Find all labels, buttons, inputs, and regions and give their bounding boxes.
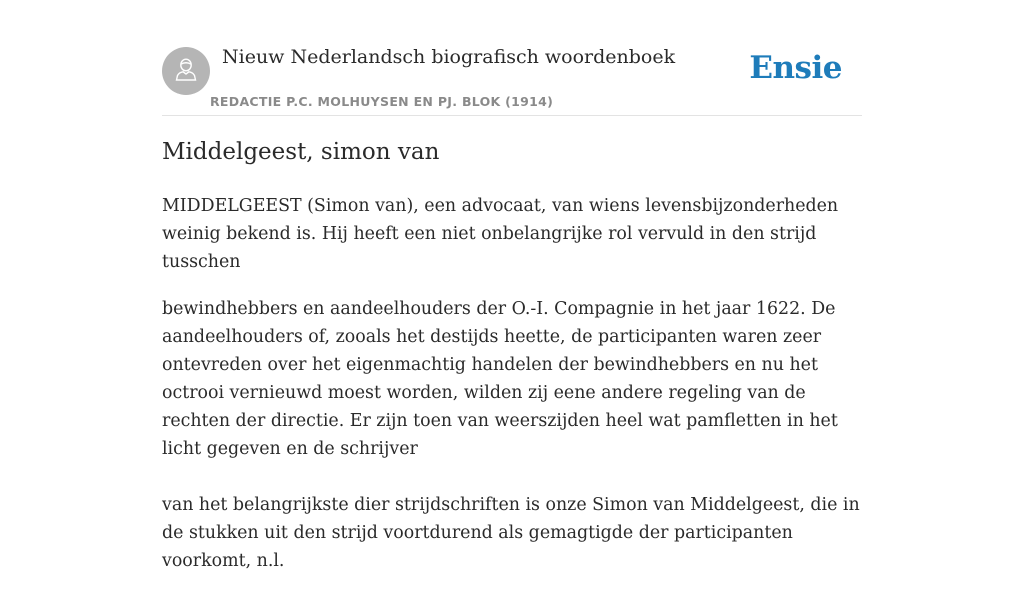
ensie-logo[interactable]: Ensie: [749, 50, 842, 86]
article-paragraph: MIDDELGEEST (Simon van), een advocaat, van wiens levensbijzonderheden weinig bekend is. Hij heeft een niet onbelangrijke rol vervuld in den strijd tusschen: [162, 196, 839, 272]
user-outline-icon: [172, 55, 200, 87]
source-avatar[interactable]: [162, 47, 210, 95]
article-title: Middelgeest, simon van: [162, 139, 440, 165]
source-header: [162, 40, 862, 116]
article-paragraph: van het belangrijkste dier strijdschriften is onze Simon van Middelgeest, die in de stukken uit den strijd voortdurend als gemagtigde der participanten voorkomt, n.l.: [162, 495, 860, 571]
source-credit: REDACTIE P.C. MOLHUYSEN EN PJ. BLOK (1914): [210, 94, 554, 109]
article-paragraph: bewindhebbers en aandeelhouders der O.-I. Compagnie in het jaar 1622. De aandeelhouders of, zooals het destijds heette, de participanten waren zeer ontevreden over het eigenmachtig handelen der bewindhebbers en nu het octrooi vernieuwd moest worden, wilden zij eene andere regeling van de rechten der directie. Er zijn toen van weerszijden heel wat pamfletten in het licht gegeven en de schrijver: [162, 299, 838, 459]
source-title-link[interactable]: Nieuw Nederlandsch biografisch woordenboek: [222, 46, 676, 68]
article-body: [162, 192, 867, 594]
